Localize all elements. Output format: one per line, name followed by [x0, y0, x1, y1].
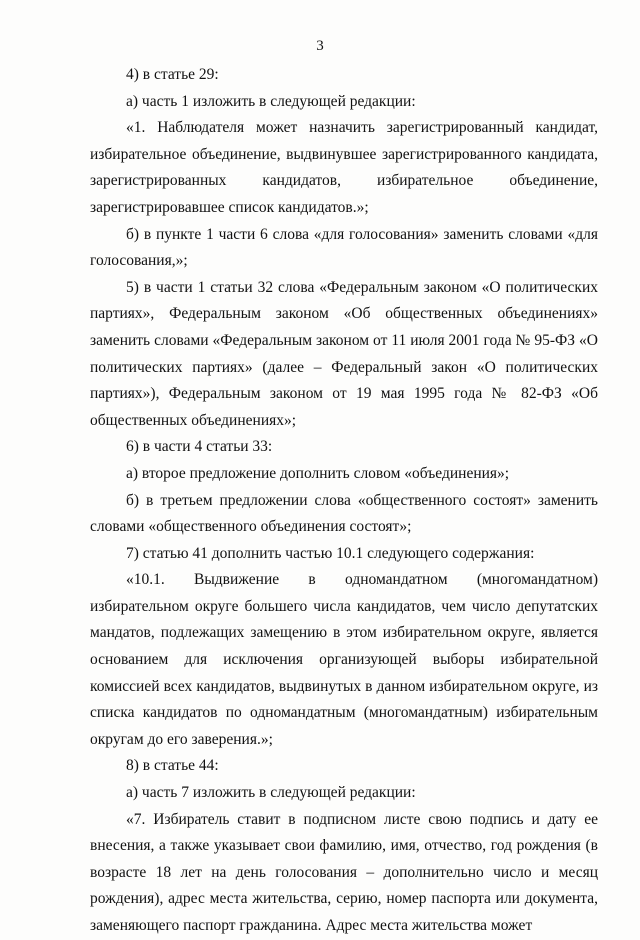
- paragraph: 7) статью 41 дополнить частью 10.1 следующего содержания:: [126, 544, 535, 562]
- paragraph: а) часть 7 изложить в следующей редакции:: [126, 784, 416, 802]
- paragraph: «1. Наблюдателя может назначить зарегистрированный кандидат, избирательное объединение, выдвинувшее зарегистрированного кандидата, зарегистрированных кандидатов, избирательное объединение, зарегистрировавшее список кандидатов.»;: [90, 119, 598, 216]
- paragraph: 5) в части 1 статьи 32 слова «Федеральным законом «О политических партиях», Федеральным законом «Об общественных объединениях» заменить словами «Федеральным законом от 11 июля 2001 года № 95-ФЗ «О политических партиях» (далее – Федеральный закон «О политических партиях»), Федеральным законом от 19 мая 1995 года № 82-ФЗ «Об общественных объединениях»;: [90, 278, 598, 429]
- paragraph: «10.1. Выдвижение в одномандатном (многомандатном) избирательном округе большего числа кандидатов, чем число депутатских мандатов, подлежащих замещению в этом избирательном округе, является основанием для исключения организующей выборы избирательной комиссией всех кандидатов, выдвинутых в данном избирательном округе, из списка кандидатов по одномандатным (многомандатным) избирательным округам до его заверения.»;: [90, 571, 598, 748]
- paragraph: б) в пункте 1 части 6 слова «для голосования» заменить словами «для голосования,»;: [90, 225, 598, 270]
- page-number: 3: [316, 38, 324, 54]
- paragraph: а) часть 1 изложить в следующей редакции:: [126, 92, 416, 110]
- paragraph: 8) в статье 44:: [126, 757, 219, 775]
- paragraph: 6) в части 4 статьи 33:: [126, 438, 273, 456]
- paragraph: «7. Избиратель ставит в подписном листе свою подпись и дату ее внесения, а также указывает свои фамилию, имя, отчество, год рождения (в возрасте 18 лет на день голосования – дополнительно число и месяц рождения), адрес места жительства, серию, номер паспорта или документа, заменяющего паспорт гражданина. Адрес места жительства может: [90, 810, 598, 934]
- document-body: [90, 62, 598, 940]
- paragraph: 4) в статье 29:: [126, 66, 219, 83]
- paragraph: б) в третьем предложении слова «общественного состоят» заменить словами «общественного объединения состоят»;: [90, 491, 598, 536]
- paragraph: а) второе предложение дополнить словом «объединения»;: [126, 464, 510, 482]
